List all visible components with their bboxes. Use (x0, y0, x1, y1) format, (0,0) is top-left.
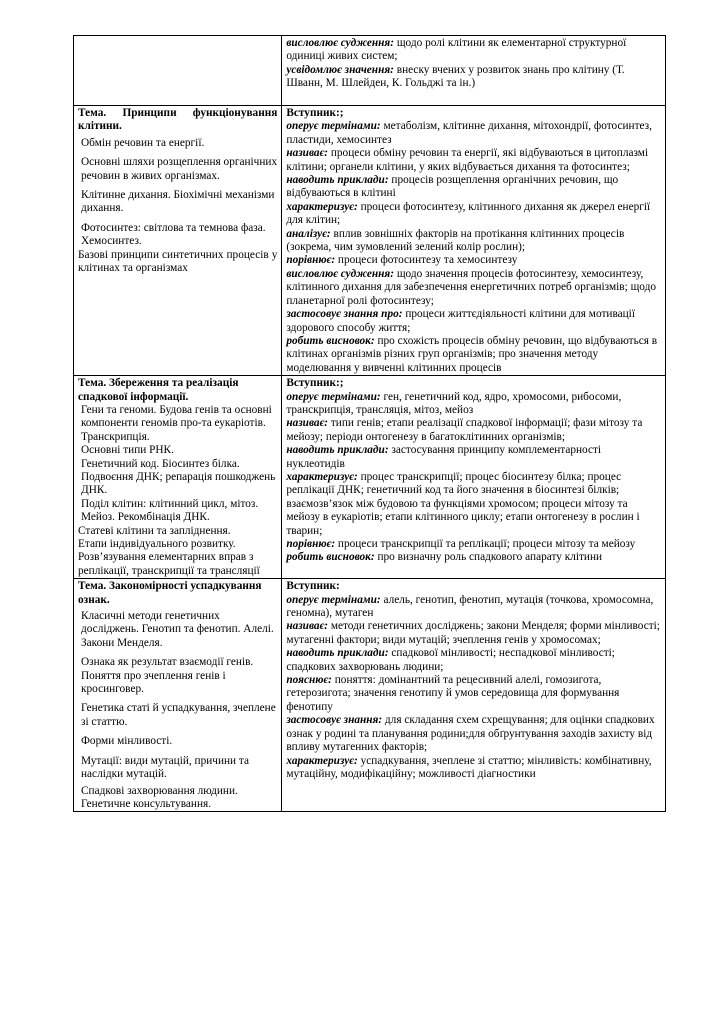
outcomes-cell (282, 106, 666, 376)
outcome-line: оперує термінами: ген, генетичний код, ядро, хромосоми, рибосоми, транскрипція, трансляція, мітоз, мейоз (286, 390, 622, 416)
outcome-line: застосовує знання про: процеси життєдіяльності клітини для мотивації здорового способу життя; (286, 308, 635, 334)
table-row (74, 579, 666, 812)
topic-cell (74, 36, 282, 106)
outcome-line: характеризує: процес транскрипції; процес біосинтезу білка; процес реплікації ДНК; генетичний код та його значення в біосинтезі білків; взаємозв’язок між будовою та функціями хромосом; процеси мітозу та мейозу в еукаріотів; етапи клітинного циклу; етапи онтогенезу в рослин і тварин; (286, 470, 640, 537)
outcome-line: характеризує: процеси фотосинтезу, клітинного дихання як джерел енергії для клітин; (286, 200, 651, 227)
outcomes-cell (282, 36, 666, 106)
applicant-label: Вступник:; (286, 107, 344, 119)
outcome-line: називає: типи генів; етапи реалізації спадкової інформації; фази мітозу та мейозу; періоди онтогенезу в багатоклітинних організмів; (286, 417, 643, 443)
outcome-line: усвідомлює значення: внеску вчених у розвиток знань про клітину (Т. Шванн, М. Шлейден, К. Гольджі та ін.) (286, 63, 625, 90)
outcome-line: наводить приклади: застосування принципу комплементарності нуклеотидів (286, 444, 602, 470)
topic-cell (74, 106, 282, 376)
topic-title: Тема. Закономірності успадкування ознак. (78, 580, 262, 606)
outcome-line: висловлює судження: щодо значення процесів фотосинтезу, хемосинтезу, клітинного дихання для забезпечення енергетичних потреб організмів; щодо планетарної ролі фотосинтезу; (286, 267, 656, 307)
topic-item: Ознака як результат взаємодії генів. Поняття про зчеплення генів і кросинговер. (81, 656, 254, 696)
outcomes-cell (282, 376, 666, 579)
topic-item: Подвоєння ДНК; репарація пошкоджень ДНК. (81, 470, 276, 497)
topic-item: Розв’язування елементарних вправ з реплікації, транскрипції та трансляції (78, 551, 260, 577)
table-row (74, 36, 666, 106)
curriculum-table (73, 35, 666, 812)
outcome-line: порівнює: процеси транскрипції та реплікації; процеси мітозу та мейозу (286, 538, 636, 550)
table-row (74, 376, 666, 579)
outcome-line: називає: процеси обміну речовин та енергії, які відбуваються в цитоплазмі клітини; органели клітини, у яких відбувається дихання та фотосинтез; (286, 147, 649, 173)
outcome-line: наводить приклади: спадкової мінливості; неспадкової мінливості; спадкових захворювань людини; (286, 647, 615, 673)
applicant-label: Вступник:; (286, 377, 344, 390)
table-row (74, 106, 666, 376)
topic-title: Тема. Принципи функціонування клітини. (78, 107, 278, 133)
topic-item: Обмін речовин та енергії. (81, 136, 205, 149)
topic-item: Основні шляхи розщеплення органічних речовин в живих організмах. (81, 156, 278, 182)
topic-item: Фотосинтез: світлова та темнова фаза. Хемосинтез. (81, 221, 266, 248)
applicant-label: Вступник: (286, 580, 340, 593)
topic-item: Генетичний код. Біосинтез білка. (81, 457, 240, 470)
outcome-line: порівнює: процеси фотосинтезу та хемосинтезу (286, 254, 518, 267)
outcomes-cell (282, 579, 666, 812)
topic-item: Основні типи РНК. (81, 444, 174, 457)
outcome-line: характеризує: успадкування, зчеплене зі статтю; мінливість: комбінативну, мутаційну, модифікаційну; можливості діагностики (286, 754, 652, 780)
topic-item: Поділ клітин: клітинний цикл, мітоз. Мейоз. Рекомбінація ДНК. (81, 497, 259, 524)
topic-item: Генетика статі й успадкування, зчеплене зі статтю. (81, 702, 276, 728)
topic-title: Тема. Збереження та реалізація спадкової інформації. (78, 377, 239, 403)
outcome-line: робить висновок: про схожість процесів обміну речовин, що відбуваються в клітинах організмів різних груп організмів; про значення методу моделювання у вивченні клітинних процесів (286, 334, 658, 374)
outcome-line: оперує термінами: метаболізм, клітинне дихання, мітохондрії, фотосинтез, пластиди, хемосинтез (286, 120, 652, 146)
outcome-line: наводить приклади: процесів розщеплення органічних речовин, що відбуваються в клітині (286, 174, 619, 200)
outcome-line: пояснює: поняття: домінантний та рецесивний алелі, гомозигота, гетерозигота; значення генотипу й умов середовища для формування фенотипу (286, 674, 620, 713)
outcome-line: називає: методи генетичних досліджень; закони Менделя; форми мінливості; мутагенні фактори; види мутацій; зчеплення генів у хромосомах; (286, 620, 660, 646)
topic-item: Етапи індивідуального розвитку. (78, 538, 236, 550)
topic-item: Спадкові захворювання людини. Генетичне консультування. (81, 784, 238, 810)
topic-cell (74, 376, 282, 579)
outcome-line: аналізує: вплив зовнішніх факторів на протікання клітинних процесів (зокрема, чим зумовлений зелений колір рослин); (286, 227, 625, 254)
outcome-line: оперує термінами: алель, генотип, фенотип, мутація (точкова, хромосомна, геномна), мутаген (286, 593, 654, 620)
topic-item: Мутації: види мутацій, причини та наслідки мутацій. (81, 754, 250, 781)
topic-item: Гени та геноми. Будова генів та основні компоненти геномів про-та еукаріотів. (81, 403, 272, 430)
topic-item: Клітинне дихання. Біохімічні механізми дихання. (81, 189, 275, 215)
topic-cell (74, 579, 282, 812)
topic-item: Форми мінливості. (81, 735, 173, 748)
topic-item: Транскрипція. (81, 430, 150, 443)
topic-item: Статеві клітини та запліднення. (78, 524, 231, 537)
outcome-line: застосовує знання: для складання схем схрещування; для оцінки спадкових ознак у родині та планування родини;для обґрунтування заходів захисту від впливу мутагенних факторів; (286, 714, 655, 754)
topic-item: Базові принципи синтетичних процесів у клітинах та організмах (78, 248, 278, 275)
outcome-line: висловлює судження: щодо ролі клітини як елементарної структурної одиниці живих систем; (286, 37, 627, 63)
outcome-line: робить висновок: про визначну роль спадкового апарату клітини (286, 551, 603, 564)
topic-item: Класичні методи генетичних досліджень. Генотип та фенотип. Алелі. Закони Менделя. (81, 610, 274, 649)
